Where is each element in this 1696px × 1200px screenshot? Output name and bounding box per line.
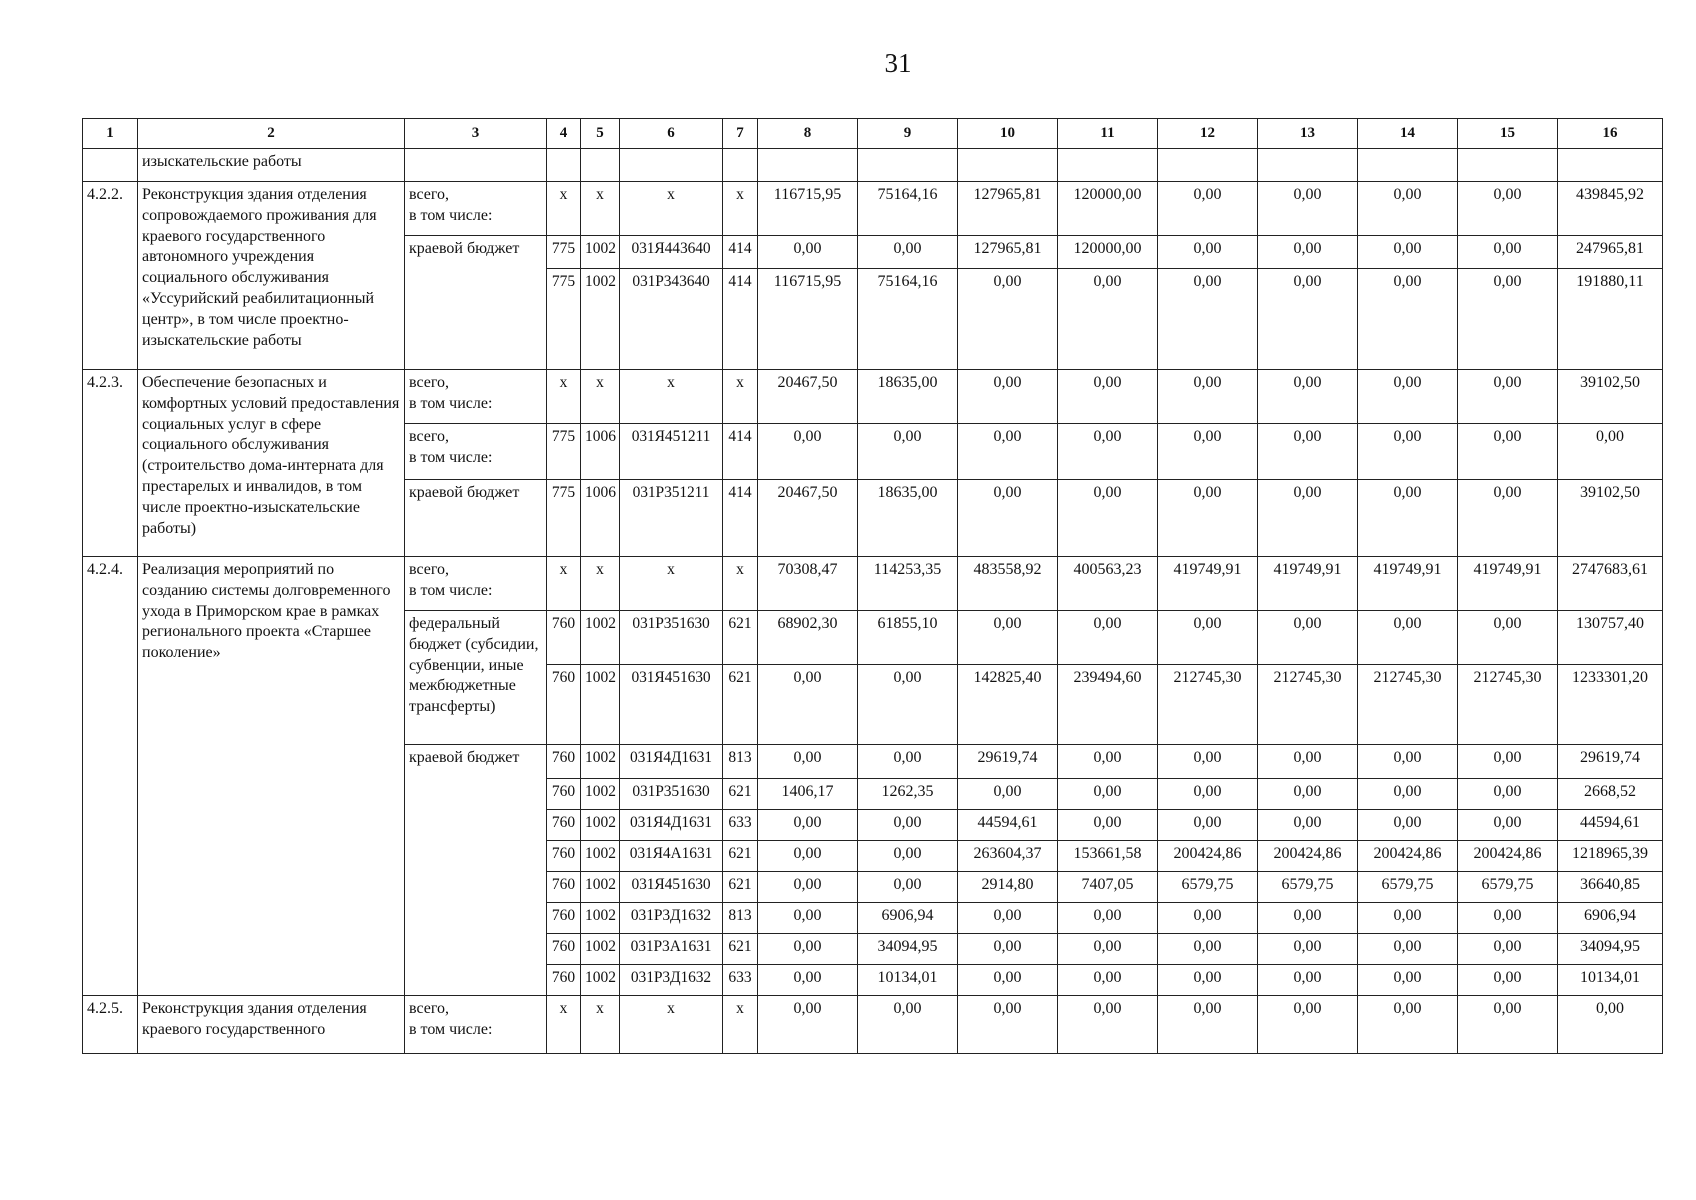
total-value-cell: 439845,92 bbox=[1558, 182, 1663, 236]
budget-code-cell: х bbox=[620, 557, 723, 611]
total-value-cell: 1233301,20 bbox=[1558, 665, 1663, 745]
total-value-cell: 29619,74 bbox=[1558, 745, 1663, 779]
budget-code-cell: 621 bbox=[723, 665, 758, 745]
column-header: 13 bbox=[1258, 119, 1358, 149]
value-cell: 419749,91 bbox=[1258, 557, 1358, 611]
budget-code-cell: 1002 bbox=[581, 872, 620, 903]
column-header: 11 bbox=[1058, 119, 1158, 149]
value-cell: 0,00 bbox=[958, 934, 1058, 965]
value-cell: 0,00 bbox=[1058, 269, 1158, 370]
value-cell: 0,00 bbox=[958, 903, 1058, 934]
funding-source-cell: краевой бюджет bbox=[405, 480, 547, 557]
budget-code-cell: 760 bbox=[547, 965, 581, 996]
value-cell: 0,00 bbox=[1258, 370, 1358, 424]
value-cell: 0,00 bbox=[1158, 269, 1258, 370]
budget-code-cell: 1002 bbox=[581, 903, 620, 934]
value-cell: 0,00 bbox=[1358, 611, 1458, 665]
value-cell: 0,00 bbox=[1458, 745, 1558, 779]
value-cell: 0,00 bbox=[1158, 424, 1258, 480]
column-header: 1 bbox=[83, 119, 138, 149]
value-cell: 0,00 bbox=[1158, 965, 1258, 996]
value-cell: 0,00 bbox=[858, 841, 958, 872]
total-value-cell: 39102,50 bbox=[1558, 370, 1663, 424]
budget-code-cell: 031Р343640 bbox=[620, 269, 723, 370]
value-cell: 0,00 bbox=[1158, 370, 1258, 424]
value-cell: 75164,16 bbox=[858, 269, 958, 370]
value-cell: 0,00 bbox=[858, 665, 958, 745]
value-cell: 0,00 bbox=[1358, 965, 1458, 996]
column-header: 3 bbox=[405, 119, 547, 149]
table-row bbox=[83, 182, 1663, 236]
budget-code-cell: 031Р351211 bbox=[620, 480, 723, 557]
activity-name-cell: Реализация мероприятий по созданию системы долговременного ухода в Приморском крае в рамках регионального проекта «Старшее поколение» bbox=[138, 557, 405, 996]
value-cell: 0,00 bbox=[1258, 269, 1358, 370]
value-cell: 483558,92 bbox=[958, 557, 1058, 611]
budget-code-cell: 621 bbox=[723, 779, 758, 810]
value-cell: 212745,30 bbox=[1358, 665, 1458, 745]
value-cell: 0,00 bbox=[858, 424, 958, 480]
value-cell: 127965,81 bbox=[958, 236, 1058, 269]
value-cell: 0,00 bbox=[1458, 236, 1558, 269]
value-cell: 20467,50 bbox=[758, 370, 858, 424]
value-cell: 6579,75 bbox=[1358, 872, 1458, 903]
value-cell: 44594,61 bbox=[958, 810, 1058, 841]
value-cell: 0,00 bbox=[1458, 934, 1558, 965]
empty-cell bbox=[405, 149, 547, 182]
budget-code-cell: 621 bbox=[723, 934, 758, 965]
budget-code-cell: 031Р351630 bbox=[620, 779, 723, 810]
budget-code-cell: 633 bbox=[723, 810, 758, 841]
budget-code-cell: 031Я451630 bbox=[620, 872, 723, 903]
budget-code-cell: 414 bbox=[723, 424, 758, 480]
value-cell: 0,00 bbox=[1058, 934, 1158, 965]
value-cell: 120000,00 bbox=[1058, 182, 1158, 236]
value-cell: 0,00 bbox=[858, 810, 958, 841]
budget-code-cell: 813 bbox=[723, 745, 758, 779]
budget-code-cell: 760 bbox=[547, 745, 581, 779]
activity-name-cell: Реконструкция здания отделения сопровождаемого проживания для краевого государственного автономного учреждения социального обслуживания «Уссурийский реабилитационный центр», в том числе проектно-изыскательские работы bbox=[138, 182, 405, 370]
value-cell: 0,00 bbox=[958, 611, 1058, 665]
column-header: 5 bbox=[581, 119, 620, 149]
budget-code-cell: 1002 bbox=[581, 810, 620, 841]
value-cell: 0,00 bbox=[1358, 182, 1458, 236]
column-header: 10 bbox=[958, 119, 1058, 149]
empty-cell bbox=[1458, 149, 1558, 182]
value-cell: 0,00 bbox=[1158, 934, 1258, 965]
value-cell: 0,00 bbox=[1358, 934, 1458, 965]
value-cell: 0,00 bbox=[1458, 996, 1558, 1054]
value-cell: 0,00 bbox=[1458, 779, 1558, 810]
budget-code-cell: 031Я451630 bbox=[620, 665, 723, 745]
budget-code-cell: х bbox=[723, 557, 758, 611]
budget-code-cell: 1006 bbox=[581, 424, 620, 480]
column-header: 4 bbox=[547, 119, 581, 149]
value-cell: 0,00 bbox=[1358, 269, 1458, 370]
value-cell: 0,00 bbox=[758, 965, 858, 996]
value-cell: 0,00 bbox=[1458, 424, 1558, 480]
value-cell: 0,00 bbox=[1258, 182, 1358, 236]
total-value-cell: 10134,01 bbox=[1558, 965, 1663, 996]
value-cell: 0,00 bbox=[1158, 611, 1258, 665]
value-cell: 0,00 bbox=[1358, 424, 1458, 480]
budget-code-cell: 813 bbox=[723, 903, 758, 934]
value-cell: 0,00 bbox=[1158, 779, 1258, 810]
total-value-cell: 39102,50 bbox=[1558, 480, 1663, 557]
budget-code-cell: х bbox=[581, 996, 620, 1054]
value-cell: 0,00 bbox=[1158, 810, 1258, 841]
budget-code-cell: х bbox=[581, 557, 620, 611]
row-id-cell bbox=[83, 149, 138, 182]
empty-cell bbox=[1558, 149, 1663, 182]
value-cell: 0,00 bbox=[758, 236, 858, 269]
value-cell: 0,00 bbox=[1058, 903, 1158, 934]
budget-code-cell: 031Р3Д1632 bbox=[620, 965, 723, 996]
value-cell: 6579,75 bbox=[1458, 872, 1558, 903]
value-cell: 0,00 bbox=[1358, 903, 1458, 934]
value-cell: 0,00 bbox=[1358, 370, 1458, 424]
budget-code-cell: 414 bbox=[723, 480, 758, 557]
value-cell: 0,00 bbox=[1058, 480, 1158, 557]
budget-code-cell: 031Я451211 bbox=[620, 424, 723, 480]
column-header: 16 bbox=[1558, 119, 1663, 149]
value-cell: 0,00 bbox=[858, 996, 958, 1054]
empty-cell bbox=[958, 149, 1058, 182]
funding-source-cell: всего, в том числе: bbox=[405, 557, 547, 611]
value-cell: 0,00 bbox=[1458, 370, 1558, 424]
column-header: 15 bbox=[1458, 119, 1558, 149]
value-cell: 7407,05 bbox=[1058, 872, 1158, 903]
value-cell: 0,00 bbox=[1358, 236, 1458, 269]
empty-cell bbox=[620, 149, 723, 182]
budget-code-cell: х bbox=[620, 996, 723, 1054]
total-value-cell: 0,00 bbox=[1558, 996, 1663, 1054]
value-cell: 0,00 bbox=[958, 996, 1058, 1054]
budget-table bbox=[82, 118, 1663, 1054]
total-value-cell: 2668,52 bbox=[1558, 779, 1663, 810]
value-cell: 0,00 bbox=[1458, 965, 1558, 996]
value-cell: 239494,60 bbox=[1058, 665, 1158, 745]
budget-code-cell: 760 bbox=[547, 841, 581, 872]
table-row bbox=[83, 557, 1663, 611]
value-cell: 68902,30 bbox=[758, 611, 858, 665]
value-cell: 212745,30 bbox=[1258, 665, 1358, 745]
value-cell: 0,00 bbox=[1458, 269, 1558, 370]
total-value-cell: 0,00 bbox=[1558, 424, 1663, 480]
value-cell: 0,00 bbox=[1058, 745, 1158, 779]
value-cell: 18635,00 bbox=[858, 370, 958, 424]
value-cell: 153661,58 bbox=[1058, 841, 1158, 872]
funding-source-cell: федеральный бюджет (субсидии, субвенции, иные межбюджетные трансферты) bbox=[405, 611, 547, 745]
activity-name-cell: изыскательские работы bbox=[138, 149, 405, 182]
column-header: 14 bbox=[1358, 119, 1458, 149]
budget-code-cell: 1002 bbox=[581, 841, 620, 872]
funding-source-cell: краевой бюджет bbox=[405, 236, 547, 370]
value-cell: 0,00 bbox=[1058, 779, 1158, 810]
page-number: 31 bbox=[884, 48, 912, 78]
budget-code-cell: 1002 bbox=[581, 934, 620, 965]
value-cell: 212745,30 bbox=[1458, 665, 1558, 745]
budget-code-cell: 775 bbox=[547, 480, 581, 557]
budget-code-cell: 1002 bbox=[581, 665, 620, 745]
empty-cell bbox=[1158, 149, 1258, 182]
value-cell: 34094,95 bbox=[858, 934, 958, 965]
value-cell: 0,00 bbox=[1158, 236, 1258, 269]
value-cell: 419749,91 bbox=[1358, 557, 1458, 611]
total-value-cell: 34094,95 bbox=[1558, 934, 1663, 965]
value-cell: 116715,95 bbox=[758, 182, 858, 236]
budget-code-cell: 775 bbox=[547, 424, 581, 480]
empty-cell bbox=[1258, 149, 1358, 182]
budget-code-cell: х bbox=[620, 182, 723, 236]
value-cell: 0,00 bbox=[1058, 810, 1158, 841]
budget-code-cell: х bbox=[723, 182, 758, 236]
value-cell: 263604,37 bbox=[958, 841, 1058, 872]
value-cell: 200424,86 bbox=[1158, 841, 1258, 872]
row-id-cell: 4.2.5. bbox=[83, 996, 138, 1054]
value-cell: 0,00 bbox=[1258, 424, 1358, 480]
value-cell: 29619,74 bbox=[958, 745, 1058, 779]
value-cell: 0,00 bbox=[1158, 480, 1258, 557]
budget-code-cell: 621 bbox=[723, 611, 758, 665]
column-header: 7 bbox=[723, 119, 758, 149]
budget-code-cell: 775 bbox=[547, 236, 581, 269]
value-cell: 0,00 bbox=[858, 236, 958, 269]
budget-code-cell: х bbox=[581, 182, 620, 236]
funding-source-cell: всего, в том числе: bbox=[405, 182, 547, 236]
budget-code-cell: х bbox=[547, 996, 581, 1054]
budget-code-cell: х bbox=[547, 370, 581, 424]
column-header: 2 bbox=[138, 119, 405, 149]
budget-code-cell: 1006 bbox=[581, 480, 620, 557]
value-cell: 0,00 bbox=[1258, 996, 1358, 1054]
budget-code-cell: 760 bbox=[547, 903, 581, 934]
value-cell: 6579,75 bbox=[1158, 872, 1258, 903]
value-cell: 6579,75 bbox=[1258, 872, 1358, 903]
value-cell: 120000,00 bbox=[1058, 236, 1158, 269]
value-cell: 0,00 bbox=[1258, 745, 1358, 779]
funding-source-cell: всего, в том числе: bbox=[405, 996, 547, 1054]
budget-code-cell: 621 bbox=[723, 841, 758, 872]
table-row bbox=[83, 370, 1663, 424]
value-cell: 0,00 bbox=[1158, 182, 1258, 236]
row-id-cell: 4.2.3. bbox=[83, 370, 138, 557]
value-cell: 419749,91 bbox=[1158, 557, 1258, 611]
value-cell: 1406,17 bbox=[758, 779, 858, 810]
budget-code-cell: 031Я4А1631 bbox=[620, 841, 723, 872]
empty-cell bbox=[1058, 149, 1158, 182]
budget-code-cell: 031Я4Д1631 bbox=[620, 810, 723, 841]
value-cell: 0,00 bbox=[1058, 424, 1158, 480]
budget-code-cell: 031Я443640 bbox=[620, 236, 723, 269]
value-cell: 0,00 bbox=[1258, 779, 1358, 810]
value-cell: 75164,16 bbox=[858, 182, 958, 236]
value-cell: 200424,86 bbox=[1358, 841, 1458, 872]
value-cell: 0,00 bbox=[1258, 965, 1358, 996]
value-cell: 0,00 bbox=[958, 269, 1058, 370]
total-value-cell: 6906,94 bbox=[1558, 903, 1663, 934]
value-cell: 0,00 bbox=[1358, 480, 1458, 557]
budget-code-cell: х bbox=[547, 557, 581, 611]
value-cell: 2914,80 bbox=[958, 872, 1058, 903]
budget-code-cell: 760 bbox=[547, 872, 581, 903]
value-cell: 0,00 bbox=[1158, 903, 1258, 934]
value-cell: 0,00 bbox=[1258, 236, 1358, 269]
total-value-cell: 1218965,39 bbox=[1558, 841, 1663, 872]
value-cell: 127965,81 bbox=[958, 182, 1058, 236]
value-cell: 116715,95 bbox=[758, 269, 858, 370]
total-value-cell: 130757,40 bbox=[1558, 611, 1663, 665]
total-value-cell: 44594,61 bbox=[1558, 810, 1663, 841]
value-cell: 0,00 bbox=[1258, 903, 1358, 934]
budget-code-cell: 760 bbox=[547, 779, 581, 810]
header-row bbox=[83, 119, 1663, 149]
budget-code-cell: 1002 bbox=[581, 236, 620, 269]
value-cell: 0,00 bbox=[1458, 611, 1558, 665]
value-cell: 0,00 bbox=[1058, 965, 1158, 996]
value-cell: 10134,01 bbox=[858, 965, 958, 996]
value-cell: 0,00 bbox=[1058, 370, 1158, 424]
column-header: 6 bbox=[620, 119, 723, 149]
value-cell: 0,00 bbox=[958, 370, 1058, 424]
column-header: 9 bbox=[858, 119, 958, 149]
value-cell: 0,00 bbox=[1458, 810, 1558, 841]
value-cell: 0,00 bbox=[1058, 996, 1158, 1054]
budget-code-cell: 760 bbox=[547, 934, 581, 965]
budget-code-cell: 1002 bbox=[581, 779, 620, 810]
value-cell: 0,00 bbox=[958, 480, 1058, 557]
value-cell: 200424,86 bbox=[1458, 841, 1558, 872]
value-cell: 18635,00 bbox=[858, 480, 958, 557]
row-id-cell: 4.2.4. bbox=[83, 557, 138, 996]
value-cell: 400563,23 bbox=[1058, 557, 1158, 611]
budget-code-cell: х bbox=[723, 370, 758, 424]
table-row bbox=[83, 996, 1663, 1054]
value-cell: 114253,35 bbox=[858, 557, 958, 611]
value-cell: 0,00 bbox=[758, 424, 858, 480]
value-cell: 0,00 bbox=[858, 872, 958, 903]
value-cell: 20467,50 bbox=[758, 480, 858, 557]
funding-source-cell: краевой бюджет bbox=[405, 745, 547, 996]
value-cell: 0,00 bbox=[1258, 934, 1358, 965]
budget-code-cell: 414 bbox=[723, 236, 758, 269]
budget-code-cell: 760 bbox=[547, 611, 581, 665]
value-cell: 0,00 bbox=[1258, 611, 1358, 665]
value-cell: 0,00 bbox=[1158, 745, 1258, 779]
budget-code-cell: 414 bbox=[723, 269, 758, 370]
value-cell: 0,00 bbox=[1358, 810, 1458, 841]
value-cell: 0,00 bbox=[1058, 611, 1158, 665]
budget-code-cell: 760 bbox=[547, 810, 581, 841]
total-value-cell: 247965,81 bbox=[1558, 236, 1663, 269]
value-cell: 0,00 bbox=[1458, 903, 1558, 934]
budget-code-cell: 760 bbox=[547, 665, 581, 745]
budget-code-cell: 031Я4Д1631 bbox=[620, 745, 723, 779]
budget-code-cell: х bbox=[581, 370, 620, 424]
funding-source-cell: всего, в том числе: bbox=[405, 424, 547, 480]
budget-code-cell: 1002 bbox=[581, 269, 620, 370]
empty-cell bbox=[1358, 149, 1458, 182]
empty-cell bbox=[723, 149, 758, 182]
value-cell: 0,00 bbox=[758, 841, 858, 872]
value-cell: 0,00 bbox=[1158, 996, 1258, 1054]
value-cell: 70308,47 bbox=[758, 557, 858, 611]
value-cell: 0,00 bbox=[1358, 779, 1458, 810]
funding-source-cell: всего, в том числе: bbox=[405, 370, 547, 424]
empty-cell bbox=[758, 149, 858, 182]
value-cell: 0,00 bbox=[758, 665, 858, 745]
value-cell: 419749,91 bbox=[1458, 557, 1558, 611]
empty-cell bbox=[547, 149, 581, 182]
value-cell: 0,00 bbox=[758, 934, 858, 965]
budget-code-cell: х bbox=[723, 996, 758, 1054]
value-cell: 0,00 bbox=[1358, 996, 1458, 1054]
budget-code-cell: 031Р3Д1632 bbox=[620, 903, 723, 934]
value-cell: 61855,10 bbox=[858, 611, 958, 665]
value-cell: 0,00 bbox=[1258, 810, 1358, 841]
value-cell: 0,00 bbox=[1358, 745, 1458, 779]
value-cell: 6906,94 bbox=[858, 903, 958, 934]
value-cell: 0,00 bbox=[958, 424, 1058, 480]
value-cell: 0,00 bbox=[958, 965, 1058, 996]
empty-cell bbox=[858, 149, 958, 182]
value-cell: 0,00 bbox=[1458, 182, 1558, 236]
budget-code-cell: 031Р351630 bbox=[620, 611, 723, 665]
column-header: 12 bbox=[1158, 119, 1258, 149]
total-value-cell: 191880,11 bbox=[1558, 269, 1663, 370]
value-cell: 212745,30 bbox=[1158, 665, 1258, 745]
budget-code-cell: х bbox=[620, 370, 723, 424]
value-cell: 0,00 bbox=[858, 745, 958, 779]
table-row bbox=[83, 149, 1663, 182]
budget-code-cell: 775 bbox=[547, 269, 581, 370]
budget-code-cell: 1002 bbox=[581, 745, 620, 779]
budget-code-cell: 1002 bbox=[581, 611, 620, 665]
value-cell: 0,00 bbox=[958, 779, 1058, 810]
total-value-cell: 36640,85 bbox=[1558, 872, 1663, 903]
value-cell: 0,00 bbox=[1458, 480, 1558, 557]
budget-code-cell: 1002 bbox=[581, 965, 620, 996]
row-id-cell: 4.2.2. bbox=[83, 182, 138, 370]
value-cell: 0,00 bbox=[1258, 480, 1358, 557]
budget-code-cell: 621 bbox=[723, 872, 758, 903]
budget-code-cell: 633 bbox=[723, 965, 758, 996]
value-cell: 200424,86 bbox=[1258, 841, 1358, 872]
column-header: 8 bbox=[758, 119, 858, 149]
value-cell: 0,00 bbox=[758, 810, 858, 841]
value-cell: 0,00 bbox=[758, 903, 858, 934]
activity-name-cell: Реконструкция здания отделения краевого государственного bbox=[138, 996, 405, 1054]
value-cell: 0,00 bbox=[758, 745, 858, 779]
value-cell: 0,00 bbox=[758, 872, 858, 903]
activity-name-cell: Обеспечение безопасных и комфортных условий предоставления социальных услуг в сфере социального обслуживания (строительство дома-интерната для престарелых и инвалидов, в том числе проектно-изыскательские работы) bbox=[138, 370, 405, 557]
total-value-cell: 2747683,61 bbox=[1558, 557, 1663, 611]
budget-code-cell: х bbox=[547, 182, 581, 236]
empty-cell bbox=[581, 149, 620, 182]
value-cell: 0,00 bbox=[758, 996, 858, 1054]
budget-code-cell: 031Р3А1631 bbox=[620, 934, 723, 965]
value-cell: 142825,40 bbox=[958, 665, 1058, 745]
value-cell: 1262,35 bbox=[858, 779, 958, 810]
